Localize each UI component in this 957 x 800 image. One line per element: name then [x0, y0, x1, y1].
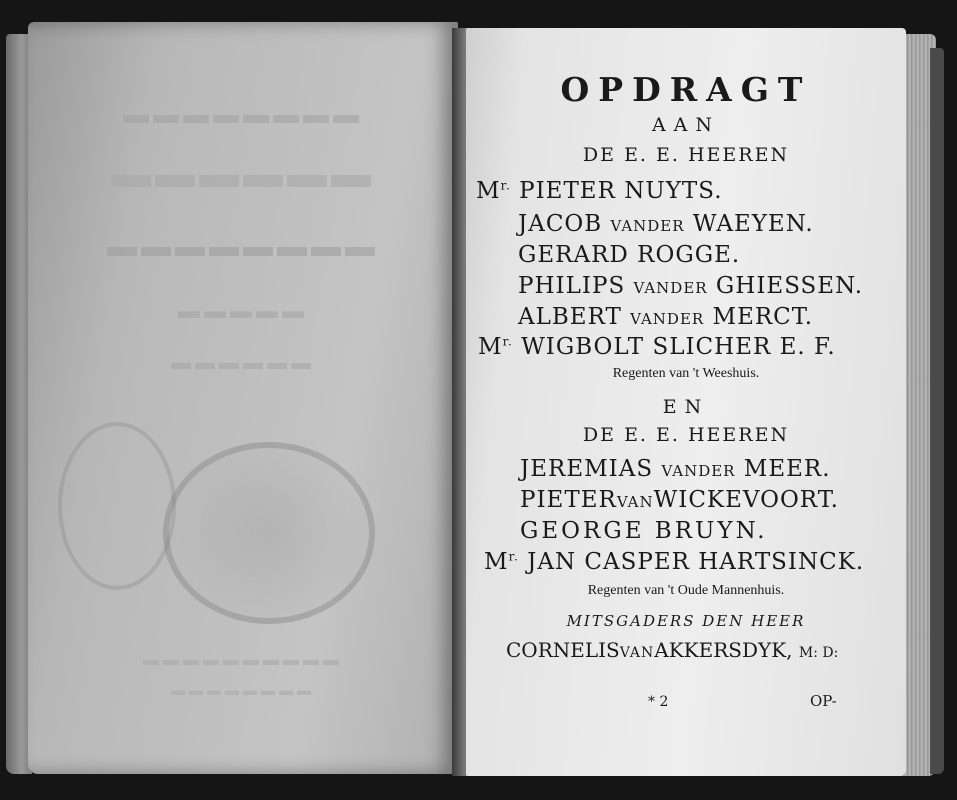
dedicatee-5: ALBERT VANDER MERCT.	[518, 304, 814, 330]
dedicatee-6: $M^{r.}$ WIGBOLT SLICHER E. F.	[478, 334, 836, 360]
dedicatee-11: CORNELISVANAKKERSDYK, M: D:	[506, 638, 839, 662]
show-through-ornament	[58, 422, 176, 590]
signature-mark: * 2	[648, 694, 669, 710]
dedicatee-2: JACOB VANDER WAEYEN.	[518, 211, 814, 237]
heeren-heading-1: DE E. E. HEEREN	[582, 144, 790, 166]
page-title: OPDRAGT	[560, 70, 812, 109]
dedicatee-7: JEREMIAS VANDER MEER.	[520, 456, 831, 482]
regenten-oude-mannenhuis: Regenten van 't Oude Mannenhuis.	[587, 583, 785, 598]
show-through-vignette	[163, 442, 375, 624]
mitsgaders-line: MITSGADERS DEN HEER	[566, 612, 806, 630]
dedicatee-8: PIETERVANWICKEVOORT.	[520, 487, 839, 513]
dedication-text	[466, 28, 906, 776]
left-page-show-through: ▬▬▬▬▬▬▬▬ ▬▬▬▬▬▬ ▬▬▬▬▬▬▬▬ ▬▬▬▬▬ ▬▬▬▬▬▬ ▬▬▬▬▬▬▬▬▬▬ ▬▬▬▬▬▬▬▬	[28, 22, 458, 774]
catchword: OP-	[810, 692, 837, 710]
line-aan: AAN	[651, 114, 721, 136]
line-en: EN	[662, 396, 710, 418]
dedicatee-9: GEORGE BRUYN.	[520, 518, 768, 544]
dedicatee-10: $M^{r.}$ JAN CASPER HARTSINCK.	[484, 549, 865, 575]
book-cover-edge	[930, 48, 944, 774]
dedicatee-1: $M^{r.}$ PIETER NUYTS.	[476, 178, 723, 204]
heeren-heading-2: DE E. E. HEEREN	[582, 424, 790, 446]
dedicatee-4: PHILIPS VANDER GHIESSEN.	[518, 273, 864, 299]
dedicatee-3: GERARD ROGGE.	[518, 242, 741, 268]
regenten-weeshuis: Regenten van 't Weeshuis.	[612, 366, 760, 381]
